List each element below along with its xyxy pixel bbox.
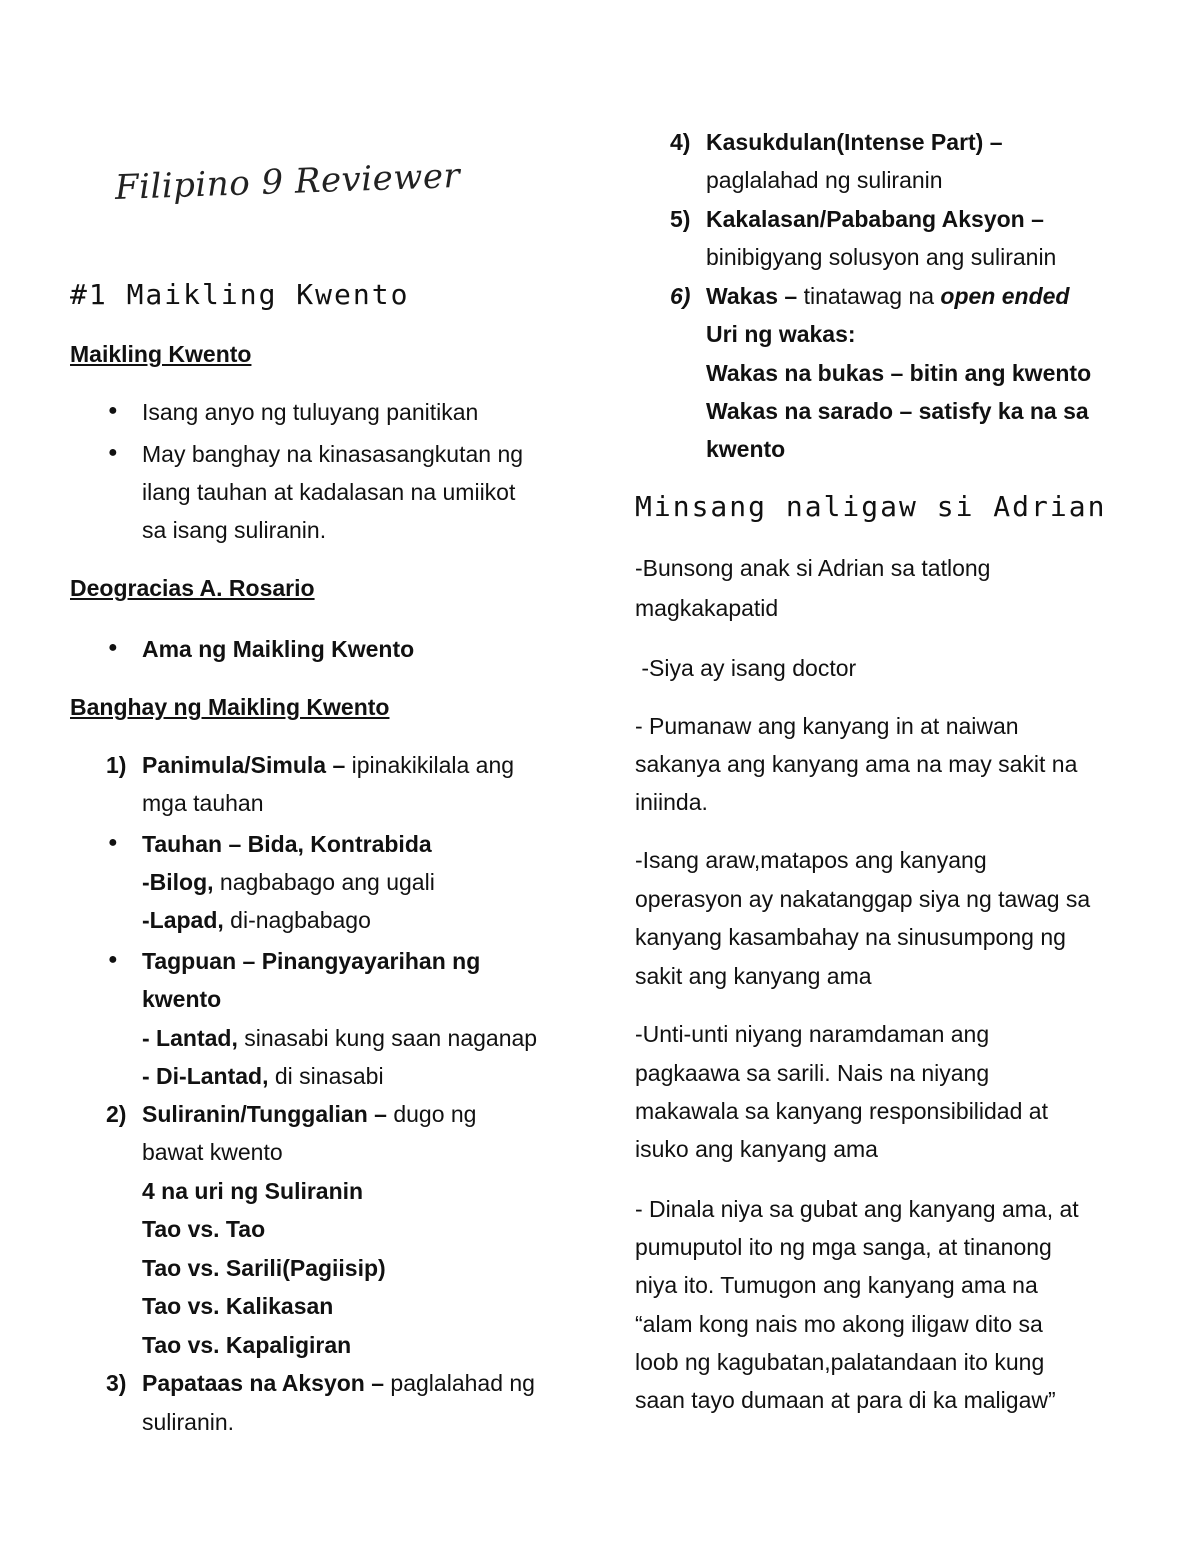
story-paragraph-line: sakanya ang kanyang ama na may sakit na — [635, 751, 1078, 777]
bullet-icon: ● — [108, 402, 118, 419]
uri-item: Tao vs. Kalikasan — [142, 1293, 334, 1319]
list-item-3 — [142, 1364, 535, 1403]
list-item-5-cont: binibigyang solusyon ang suliranin — [706, 244, 1057, 270]
list-item-4-cont: paglalahad ng suliranin — [706, 167, 943, 193]
wakas-line: Wakas na bukas – bitin ang kwento — [706, 360, 1092, 386]
story-paragraph-line: loob ng kagubatan,palatandaan ito kung — [635, 1349, 1045, 1375]
bullet-icon: ● — [108, 444, 118, 461]
item-bold: Papataas na Aksyon – — [142, 1370, 385, 1396]
story-paragraph-line: -Isang araw,matapos ang kanyang — [635, 847, 987, 873]
list-number: 3) — [106, 1370, 127, 1396]
dilantad-line — [142, 1057, 384, 1096]
item-text: paglalahad ng — [384, 1370, 535, 1396]
list-number: 4) — [670, 129, 691, 155]
bilog-line — [142, 863, 435, 902]
dilantad-bold: - Di-Lantad, — [142, 1063, 269, 1089]
story-paragraph-line: makawala sa kanyang responsibilidad at — [635, 1098, 1048, 1124]
section-heading: #1 Maikling Kwento — [70, 278, 410, 311]
story-paragraph-line: isuko ang kanyang ama — [635, 1136, 878, 1162]
story-paragraph-line: -Unti-unti niyang naramdaman ang — [635, 1021, 990, 1047]
wakas-line: kwento — [706, 436, 786, 462]
item-text: ipinakikilala ang — [345, 752, 515, 778]
list-number: 5) — [670, 206, 691, 232]
list-number: 6) — [670, 283, 691, 309]
item-italic: open ended — [940, 283, 1070, 309]
list-item-5: Kakalasan/Pababang Aksyon – — [706, 206, 1044, 232]
story-paragraph-line: sakit ang kanyang ama — [635, 963, 872, 989]
item-text: dugo ng — [386, 1101, 477, 1127]
story-paragraph-line: iniinda. — [635, 789, 708, 815]
lapad-bold: -Lapad, — [142, 907, 224, 933]
story-paragraph-line: - Dinala niya sa gubat ang kanyang ama, at — [635, 1196, 1079, 1222]
dilantad-text: di sinasabi — [268, 1063, 384, 1089]
list-number: 1) — [106, 752, 127, 778]
bullet-text: ilang tauhan at kadalasan na umiikot — [142, 479, 516, 505]
uri-item: Tao vs. Kapaligiran — [142, 1332, 352, 1358]
item-bold: Panimula/Simula – — [142, 752, 346, 778]
bullet-text: May banghay na kinasasangkutan ng — [142, 441, 524, 467]
item-text: tinatawag na — [797, 283, 941, 309]
bilog-text: nagbabago ang ugali — [213, 869, 435, 895]
wakas-line: Uri ng wakas: — [706, 321, 856, 347]
bullet-icon: ● — [108, 834, 118, 851]
bullet-text: sa isang suliranin. — [142, 517, 327, 543]
bullet-text: Isang anyo ng tuluyang panitikan — [142, 399, 479, 425]
reviewer-title: Filipino 9 Reviewer — [114, 155, 461, 208]
bullet-icon: ● — [108, 639, 118, 656]
list-item-6 — [706, 277, 1069, 316]
list-item-2 — [142, 1095, 476, 1134]
tauhan-line: Tauhan – Bida, Kontrabida — [142, 831, 432, 857]
list-item-4: Kasukdulan(Intense Part) – — [706, 129, 1003, 155]
story-paragraph-line: operasyon ay nakatanggap siya ng tawag sa — [635, 886, 1091, 912]
lantad-line — [142, 1019, 537, 1058]
uri-item: Tao vs. Tao — [142, 1216, 266, 1242]
bilog-bold: -Bilog, — [142, 869, 214, 895]
author-bullet: Ama ng Maikling Kwento — [142, 636, 415, 662]
story-paragraph-line: niya ito. Tumugon ang kanyang ama na — [635, 1272, 1038, 1298]
list-item-1 — [142, 746, 514, 785]
lapad-text: di-nagbabago — [223, 907, 371, 933]
wakas-line: Wakas na sarado – satisfy ka na sa — [706, 398, 1089, 424]
heading-banghay: Banghay ng Maikling Kwento — [70, 694, 390, 720]
lantad-bold: - Lantad, — [142, 1025, 238, 1051]
story-heading: Minsang naligaw si Adrian — [635, 490, 1107, 523]
lapad-line — [142, 901, 371, 940]
heading-maikling-kwento: Maikling Kwento — [70, 341, 252, 367]
story-paragraph-line: pagkaawa sa sarili. Nais na niyang — [635, 1060, 990, 1086]
uri-item: Tao vs. Sarili(Pagiisip) — [142, 1255, 386, 1281]
list-item-3-cont: suliranin. — [142, 1409, 235, 1435]
story-paragraph-line: kanyang kasambahay na sinusumpong ng — [635, 924, 1066, 950]
story-paragraph-line: saan tayo dumaan at para di ka maligaw” — [635, 1387, 1056, 1413]
story-paragraph-line: -Siya ay isang doctor — [635, 655, 857, 681]
item-bold: Wakas – — [706, 283, 798, 309]
uri-heading: 4 na uri ng Suliranin — [142, 1178, 364, 1204]
list-number: 2) — [106, 1101, 127, 1127]
heading-author: Deogracias A. Rosario — [70, 575, 315, 601]
tagpuan-line-cont: kwento — [142, 986, 222, 1012]
list-item-2-cont: bawat kwento — [142, 1139, 283, 1165]
story-paragraph-line: - Pumanaw ang kanyang in at naiwan — [635, 713, 1019, 739]
story-paragraph-line: “alam kong nais mo akong iligaw dito sa — [635, 1311, 1043, 1337]
tagpuan-line: Tagpuan – Pinangyayarihan ng — [142, 948, 481, 974]
list-item-1-cont: mga tauhan — [142, 790, 264, 816]
bullet-icon: ● — [108, 951, 118, 968]
story-paragraph-line: magkakapatid — [635, 595, 779, 621]
story-paragraph-line: pumuputol ito ng mga sanga, at tinanong — [635, 1234, 1052, 1260]
story-paragraph-line: -Bunsong anak si Adrian sa tatlong — [635, 555, 991, 581]
item-bold: Suliranin/Tunggalian – — [142, 1101, 387, 1127]
lantad-text: sinasabi kung saan naganap — [237, 1025, 538, 1051]
